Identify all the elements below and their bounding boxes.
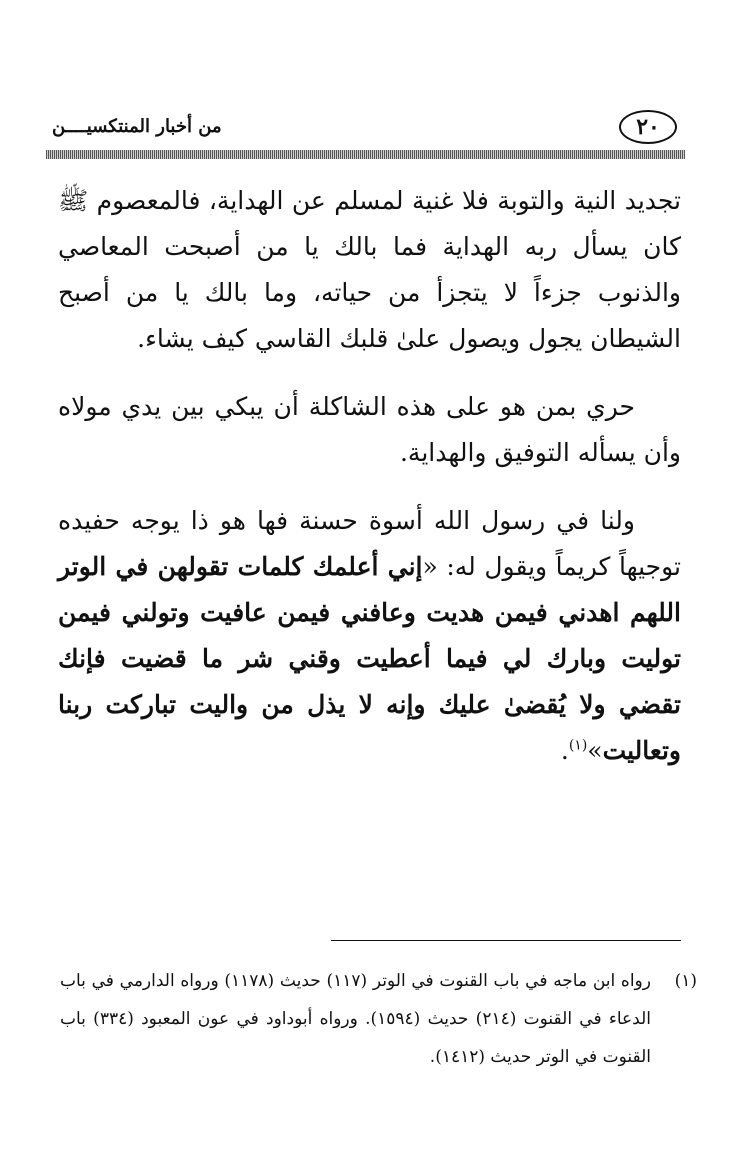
footnote-text: رواه ابن ماجه في باب القنوت في الوتر (١١٧) حديث (١١٧٨) ورواه الدارمي في باب الدعاء في القنوت (٢١٤) حديث (١٥٩٤). ورواه أبوداود في عون المعبود (٣٣٤) باب القنوت في الوتر حديث (١٤١٢). [60,971,652,1067]
paragraph-1: تجديد النية والتوبة فلا غنية لمسلم عن الهداية، فالمعصوم ﷺ كان يسأل ربه الهداية فما بالك يا من أصبحت المعاصي والذنوب جزءاً لا يتجزأ من حياته، وما بالك يا من أصبح الشيطان يجول ويصول علىٰ قلبك القاسي كيف يشاء. [58,186,681,353]
running-title: من أخبار المنتكسيــــن [52,116,222,137]
footnote-separator [331,940,681,941]
paragraph-3-intro: ولنا في رسول الله أسوة حسنة فها هو ذا يوجه حفيده توجيهاً كريماً ويقول له: « [58,506,681,581]
paragraph-3-end: . [560,736,569,765]
page-number: ٢٠ [636,114,660,140]
footnote-marker: (١) [674,971,697,991]
paragraph-2: حري بمن هو على هذه الشاكلة أن يبكي بين يدي مولاه وأن يسأله التوفيق والهداية. [58,392,681,467]
page-number-badge [619,110,677,144]
page-header [46,110,685,156]
footnote-reference[interactable]: (١) [568,737,588,754]
body-text [58,178,681,796]
header-rule [46,150,685,159]
footnote [60,962,697,1076]
quote-close: » [587,736,603,765]
paragraph-3 [58,498,681,774]
hadith-quote: إني أعلمك كلمات تقولهن في الوتر اللهم اهدني فيمن هديت وعافني فيمن عافيت وتولني فيمن توليت وبارك لي فيما أعطيت وقني شر ما قضيت فإنك تقضي ولا يُقضىٰ عليك وإنه لا يذل من واليت تباركت ربنا وتعاليت [58,552,681,765]
